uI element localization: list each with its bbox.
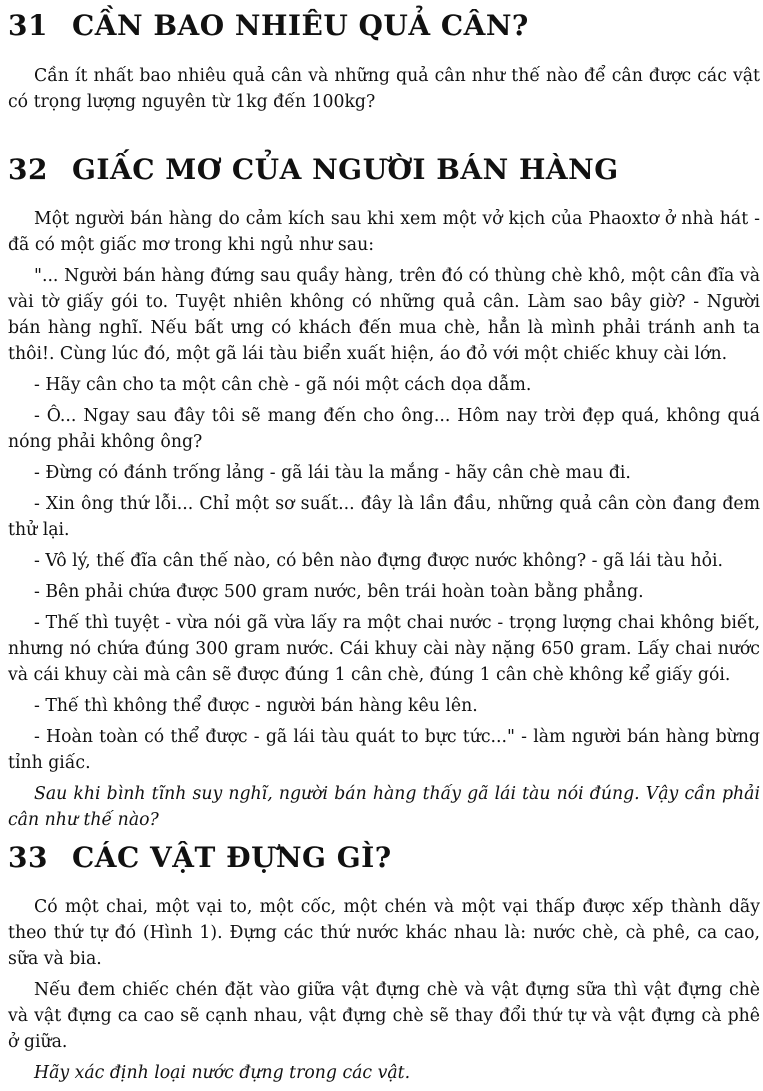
section-title: CÁC VẬT ĐỰNG GÌ? xyxy=(72,841,392,874)
section-32 xyxy=(8,154,760,838)
section-title: CẦN BAO NHIÊU QUẢ CÂN? xyxy=(72,9,529,42)
paragraph: Nếu đem chiếc chén đặt vào giữa vật đựng chè và vật đựng sữa thì vật đựng chè và vật đựng ca cao sẽ cạnh nhau, vật đựng chè sẽ thay đổi thứ tự và vật đựng cà phê ở giữa. xyxy=(8,980,760,1052)
paragraph: Cần ít nhất bao nhiêu quả cân và những quả cân như thế nào để cân được các vật có trọng lượng nguyên từ 1kg đến 100kg? xyxy=(8,66,760,112)
section-number: 32 xyxy=(8,153,48,186)
question-text: Sau khi bình tĩnh suy nghĩ, người bán hàng thấy gã lái tàu nói đúng. Vậy cần phải cân như thế nào? xyxy=(8,784,760,830)
question-text: Hãy xác định loại nước đựng trong các vật. xyxy=(34,1063,411,1083)
section-body xyxy=(8,894,760,1086)
dialog-line: - Bên phải chứa được 500 gram nước, bên trái hoàn toàn bằng phẳng. xyxy=(34,582,644,602)
dialog-line: - Hãy cân cho ta một cân chè - gã nói một cách dọa dẫm. xyxy=(34,375,532,395)
section-body xyxy=(8,206,760,833)
paragraph: Có một chai, một vại to, một cốc, một chén và một vại thấp được xếp thành dãy theo thứ tự đó (Hình 1). Đựng các thứ nước khác nhau là: nước chè, cà phê, ca cao, sữa và bia. xyxy=(8,897,760,969)
dialog-line: - Đừng có đánh trống lảng - gã lái tàu la mắng - hãy cân chè mau đi. xyxy=(34,463,631,483)
paragraph: "... Người bán hàng đứng sau quầy hàng, trên đó có thùng chè khô, một cân đĩa và vài tờ giấy gói to. Tuyệt nhiên không có những quả cân. Làm sao bây giờ? - Người bán hàng nghĩ. Nếu bất ưng có khách đến mua chè, hẳn là mình phải tránh anh ta thôi!. Cùng lúc đó, một gã lái tàu biển xuất hiện, áo đỏ với một chiếc khuy cài lớn. xyxy=(8,266,760,364)
section-number: 31 xyxy=(8,9,48,42)
section-title: GIẤC MƠ CỦA NGƯỜI BÁN HÀNG xyxy=(72,153,619,186)
dialog-line: - Thế thì không thể được - người bán hàng kêu lên. xyxy=(34,696,478,716)
section-33 xyxy=(8,842,760,1091)
dialog-line: - Xin ông thứ lỗi... Chỉ một sơ suất... đây là lần đầu, những quả cân còn đang đem thử lại. xyxy=(8,494,760,540)
dialog-line: - Thế thì tuyệt - vừa nói gã vừa lấy ra một chai nước - trọng lượng chai không biết, nhưng nó chứa đúng 300 gram nước. Cái khuy cài này nặng 650 gram. Lấy chai nước và cái khuy cài mà cân sẽ được đúng 1 cân chè, đúng 1 cân chè không kể giấy gói. xyxy=(8,613,760,685)
dialog-line: - Ô... Ngay sau đây tôi sẽ mang đến cho ông... Hôm nay trời đẹp quá, không quá nóng phải không ông? xyxy=(8,406,760,452)
section-number: 33 xyxy=(8,841,48,874)
dialog-line: - Hoàn toàn có thể được - gã lái tàu quát to bực tức..." - làm người bán hàng bừng tỉnh giấc. xyxy=(8,727,760,773)
section-heading xyxy=(8,154,760,186)
section-body xyxy=(8,63,760,115)
dialog-line: - Vô lý, thế đĩa cân thế nào, có bên nào đựng được nước không? - gã lái tàu hỏi. xyxy=(34,551,724,571)
paragraph: Một người bán hàng do cảm kích sau khi xem một vở kịch của Phaoxtơ ở nhà hát - đã có một giấc mơ trong khi ngủ như sau: xyxy=(8,209,760,255)
section-heading xyxy=(8,10,760,42)
section-31 xyxy=(8,10,760,120)
section-heading xyxy=(8,842,760,874)
